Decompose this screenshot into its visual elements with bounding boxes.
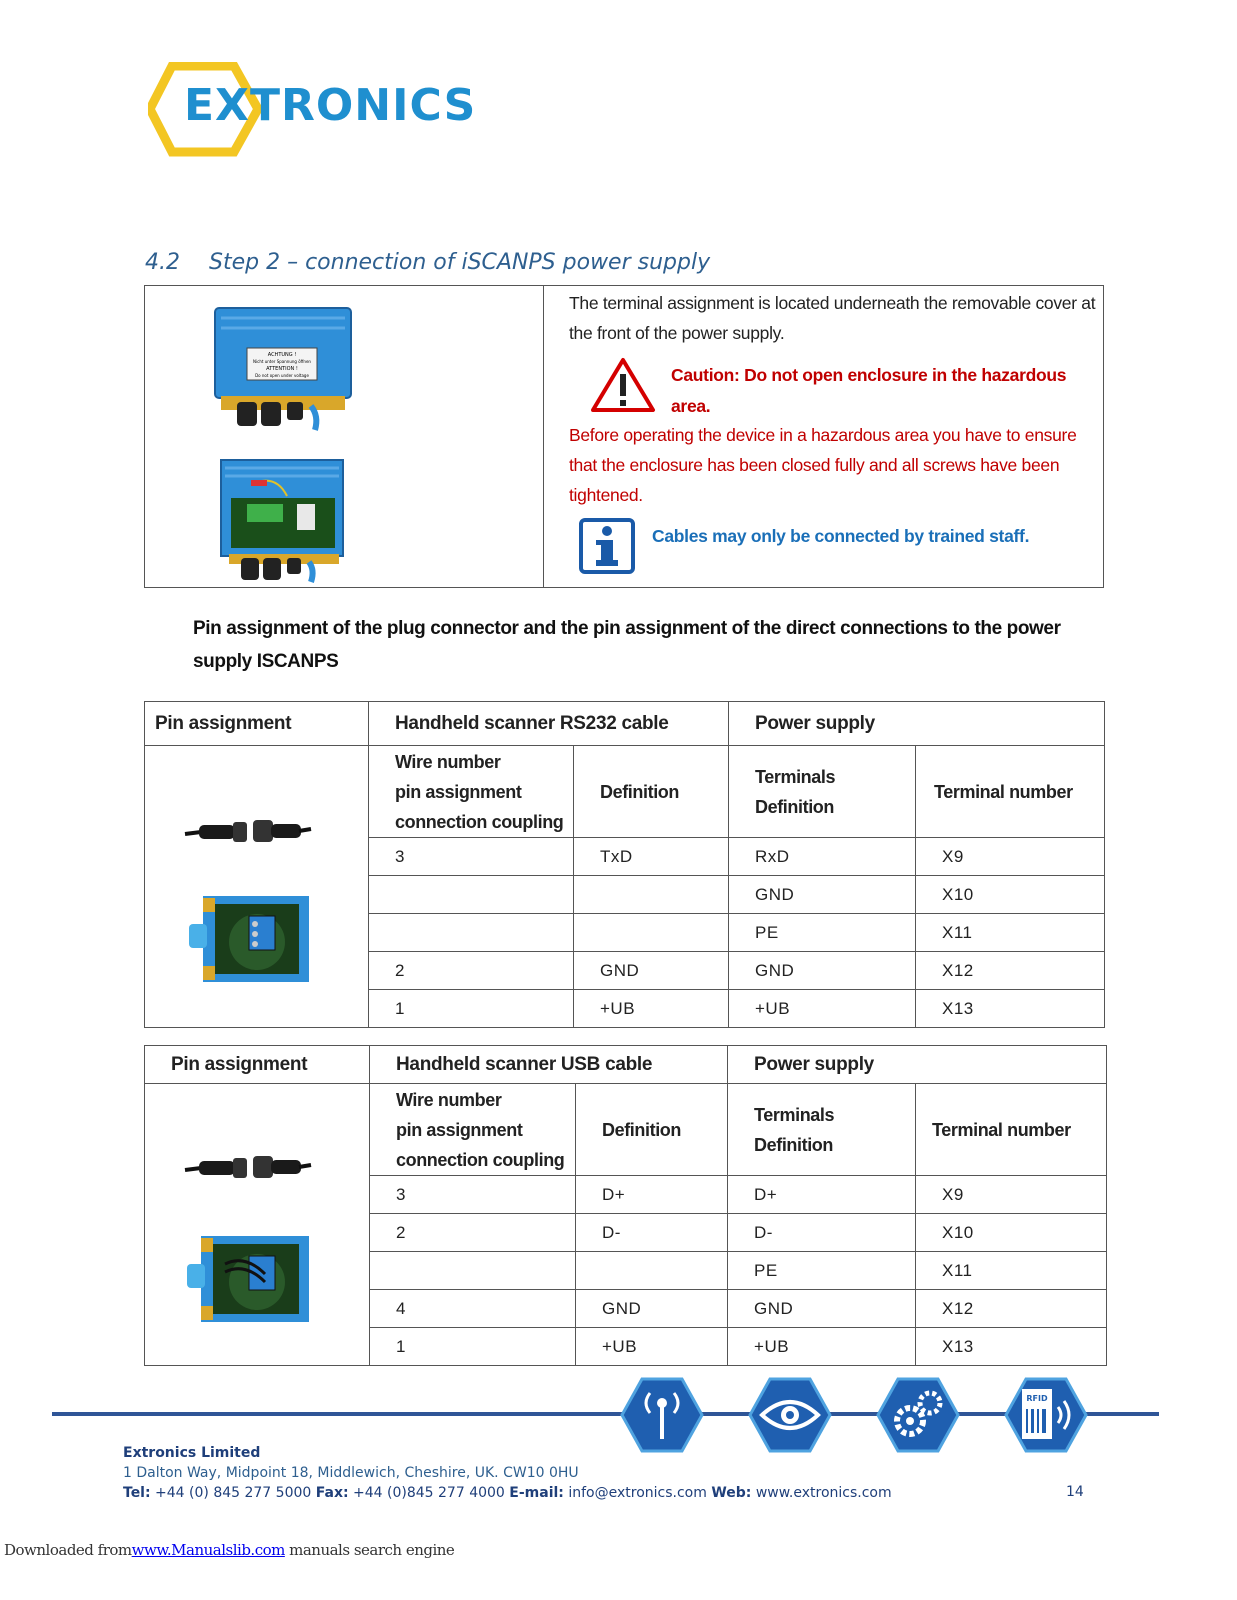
table-cell: +UB	[729, 990, 916, 1028]
table-cell: D+	[728, 1176, 916, 1214]
table-cell: 1	[369, 990, 574, 1028]
terminal-box-photo	[185, 1234, 311, 1324]
download-notice	[4, 1541, 454, 1559]
extronics-logo	[148, 62, 477, 157]
table-cell: 4	[370, 1290, 576, 1328]
table-cell: 3	[370, 1176, 576, 1214]
wire-number-line2: pin assignment	[396, 1119, 523, 1140]
wire-number-line3: connection coupling	[395, 811, 564, 832]
enclosure-open-photo	[219, 458, 349, 583]
table-cell: X13	[916, 1328, 1107, 1366]
tel-value: +44 (0) 845 277 5000	[155, 1485, 312, 1501]
table-cell	[370, 1252, 576, 1290]
usb-pin-table	[144, 1045, 1107, 1366]
intro-text: The terminal assignment is located underneath the removable cover at the front of the power supply.	[569, 293, 1096, 343]
subheader-terminal-number: Terminal number	[916, 746, 1105, 838]
info-text: Cables may only be connected by trained staff.	[652, 526, 1030, 546]
header-scanner-cable: Handheld scanner RS232 cable	[369, 702, 729, 746]
table-cell: 3	[369, 838, 574, 876]
table-cell: X10	[916, 1214, 1107, 1252]
label-text-1: ACHTUNG !	[267, 352, 297, 358]
table-cell: X10	[916, 876, 1105, 914]
email-label: E-mail:	[509, 1485, 564, 1501]
table-cell: 2	[369, 952, 574, 990]
wire-number-line1: Wire number	[395, 751, 501, 772]
download-suffix: manuals search engine	[289, 1541, 455, 1559]
rfid-label: RFID	[1026, 1394, 1048, 1403]
pin-assignment-images	[145, 746, 369, 1028]
wireless-icon	[622, 1379, 702, 1451]
pin-assignment-heading: Pin assignment of the plug connector and the pin assignment of the direct connections to the power supply ISCANPS	[193, 618, 1061, 672]
header-power-supply: Power supply	[729, 702, 1105, 746]
wire-number-line2: pin assignment	[395, 781, 522, 802]
fax-label: Fax:	[315, 1485, 349, 1501]
terminals-line1: Terminals	[755, 766, 836, 787]
table-cell: PE	[728, 1252, 916, 1290]
table-cell: GND	[729, 952, 916, 990]
header-power-supply: Power supply	[728, 1046, 1107, 1084]
table-cell: X13	[916, 990, 1105, 1028]
table-cell: X9	[916, 1176, 1107, 1214]
terminals-line2: Definition	[754, 1134, 834, 1155]
table-cell	[574, 914, 729, 952]
wire-number-line1: Wire number	[396, 1089, 502, 1110]
table-cell: +UB	[576, 1328, 728, 1366]
info-box	[144, 285, 1104, 588]
header-scanner-cable: Handheld scanner USB cable	[370, 1046, 728, 1084]
connector-plug-photo	[183, 812, 313, 846]
caution-body: Before operating the device in a hazardous area you have to ensure that the enclosure has been closed fully and all screws have been tightened.	[569, 425, 1077, 505]
footer-contact-line	[123, 1483, 892, 1503]
table-cell: X11	[916, 914, 1105, 952]
section-number: 4.2	[145, 250, 180, 275]
warning-triangle-icon	[589, 356, 657, 414]
table-cell: X12	[916, 1290, 1107, 1328]
section-heading	[145, 250, 710, 275]
table-cell	[574, 876, 729, 914]
table-cell: D-	[728, 1214, 916, 1252]
email-link[interactable]: info@extronics.com	[568, 1485, 707, 1501]
label-text-3: ATTENTION !	[266, 366, 298, 372]
table-cell: PE	[729, 914, 916, 952]
table-cell: RxD	[729, 838, 916, 876]
info-icon	[579, 518, 635, 574]
web-label: Web:	[711, 1485, 752, 1501]
subheader-wire-number	[370, 1084, 576, 1176]
table-cell: X9	[916, 838, 1105, 876]
label-text-4: Do not open under voltage	[255, 373, 309, 378]
section-title: Step 2 – connection of iSCANPS power supply	[209, 250, 711, 275]
table-cell: +UB	[574, 990, 729, 1028]
terminals-line2: Definition	[755, 796, 834, 817]
fax-value: +44 (0)845 277 4000	[353, 1485, 505, 1501]
eye-icon	[750, 1379, 830, 1451]
subheader-definition: Definition	[576, 1084, 728, 1176]
tel-label: Tel:	[123, 1485, 151, 1501]
subheader-wire-number	[369, 746, 574, 838]
wire-number-line3: connection coupling	[396, 1149, 565, 1170]
table-cell	[369, 876, 574, 914]
footer-address: 1 Dalton Way, Midpoint 18, Middlewich, Cheshire, UK. CW10 0HU	[123, 1465, 579, 1481]
connector-plug-photo	[183, 1148, 313, 1182]
terminals-line1: Terminals	[754, 1104, 835, 1125]
header-pin-assignment: Pin assignment	[145, 702, 369, 746]
table-cell: D-	[576, 1214, 728, 1252]
pin-assignment-images	[145, 1084, 370, 1366]
box-divider	[543, 286, 544, 587]
rfid-icon	[1006, 1379, 1086, 1451]
terminal-box-photo	[187, 894, 311, 984]
table-cell: GND	[576, 1290, 728, 1328]
table-cell: X11	[916, 1252, 1107, 1290]
header-pin-assignment: Pin assignment	[145, 1046, 370, 1084]
subheader-definition: Definition	[574, 746, 729, 838]
footer-company: Extronics Limited	[123, 1445, 261, 1461]
table-cell: D+	[576, 1176, 728, 1214]
web-link[interactable]: www.extronics.com	[755, 1485, 892, 1501]
download-prefix: Downloaded from	[4, 1541, 132, 1559]
table-cell	[576, 1252, 728, 1290]
enclosure-closed-photo	[211, 306, 355, 431]
label-text-2: Nicht unter Spannung öffnen	[253, 359, 311, 364]
rs232-pin-table	[144, 701, 1105, 1028]
table-cell: 2	[370, 1214, 576, 1252]
gears-icon	[878, 1379, 958, 1451]
page-number: 14	[1066, 1484, 1084, 1500]
manualslib-link[interactable]: www.Manualslib.com	[131, 1541, 285, 1559]
table-cell: GND	[574, 952, 729, 990]
caution-title: Caution: Do not open enclosure in the hazardous area.	[671, 365, 1067, 416]
table-cell: X12	[916, 952, 1105, 990]
table-cell: GND	[728, 1290, 916, 1328]
subheader-terminals-definition	[729, 746, 916, 838]
table-cell: 1	[370, 1328, 576, 1366]
table-cell: GND	[729, 876, 916, 914]
table-cell	[369, 914, 574, 952]
table-cell: +UB	[728, 1328, 916, 1366]
table-cell: TxD	[574, 838, 729, 876]
subheader-terminals-definition	[728, 1084, 916, 1176]
logo-wordmark: EXTRONICS	[184, 80, 477, 131]
subheader-terminal-number: Terminal number	[916, 1084, 1107, 1176]
footer-contact	[123, 1443, 892, 1503]
